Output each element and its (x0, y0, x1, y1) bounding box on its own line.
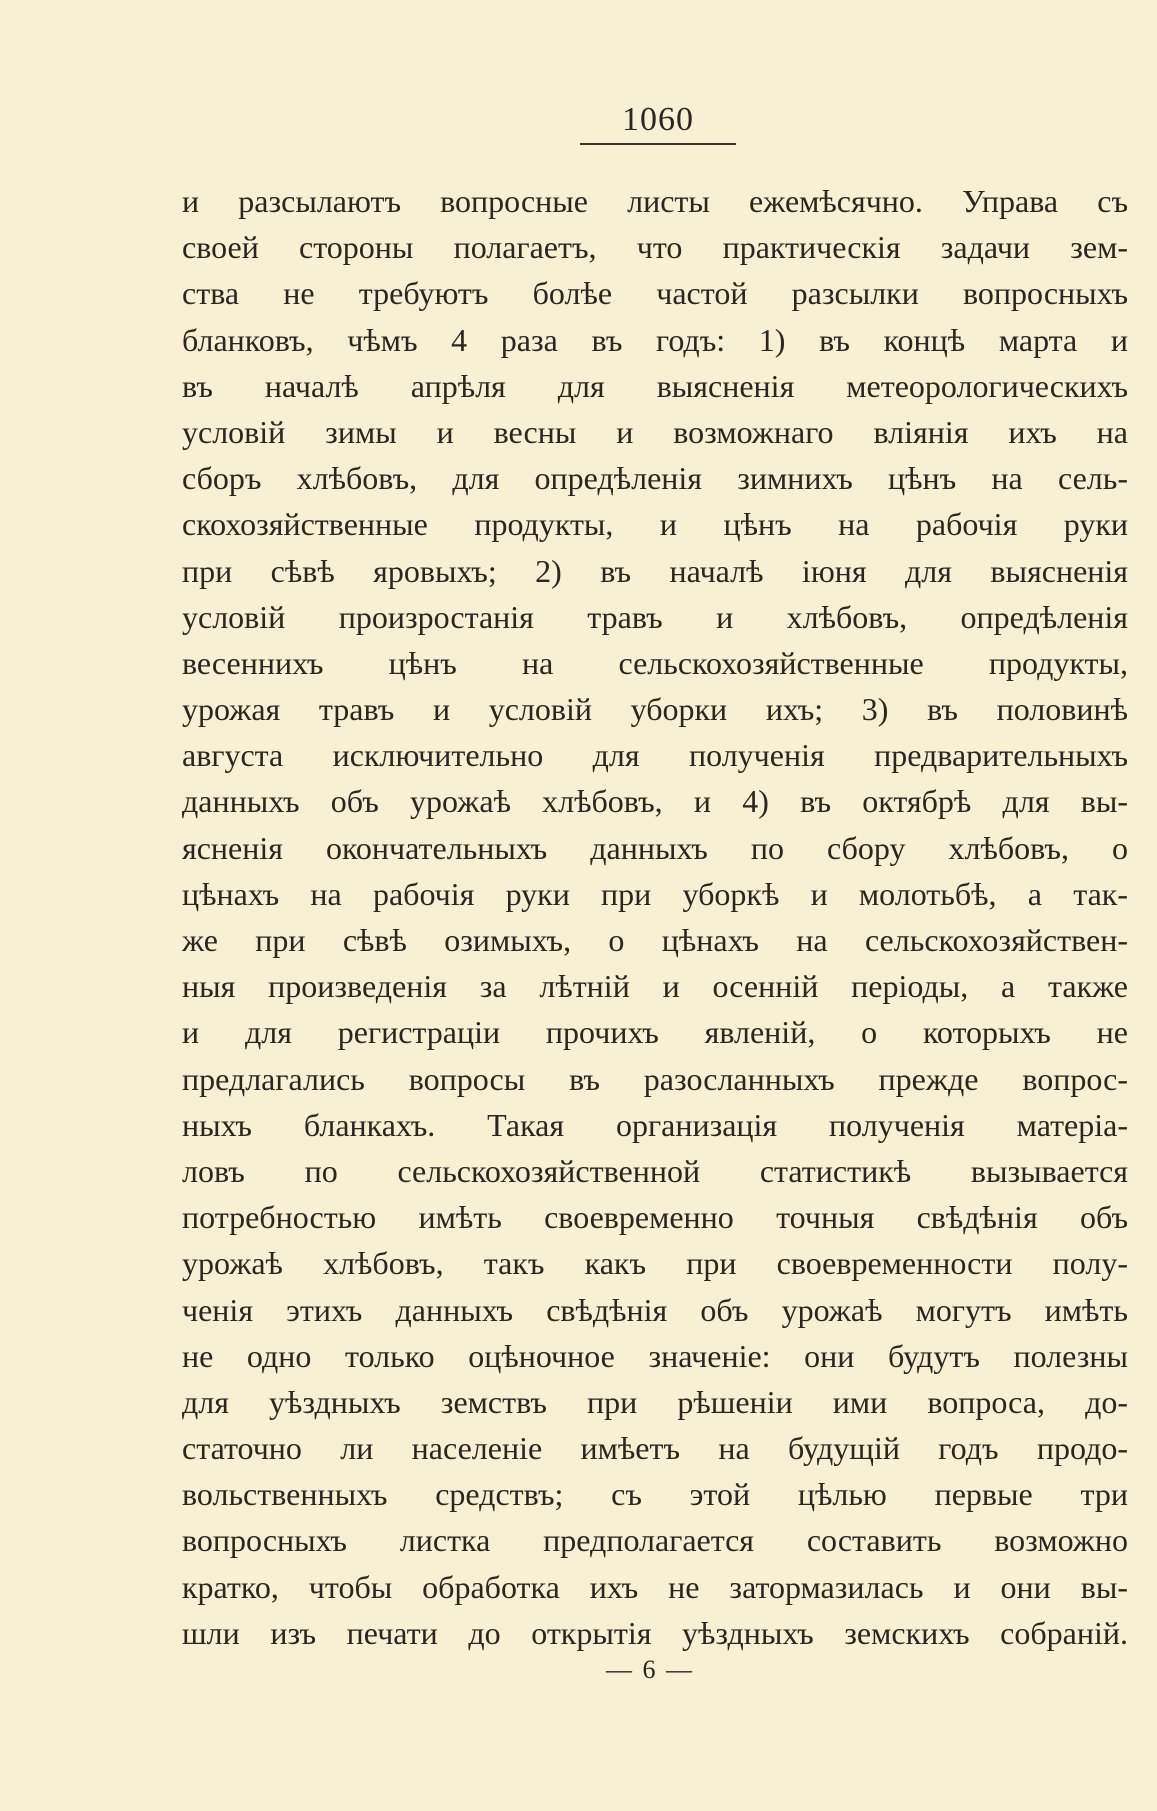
text-line: статочно ли населеніе имѣетъ на будущій годъ продо- (182, 1430, 1128, 1467)
page-number: 1060 (622, 101, 694, 138)
text-line: предлагались вопросы въ разосланныхъ прежде вопрос- (182, 1060, 1128, 1097)
text-line: и разсылаютъ вопросные листы ежемѣсячно. Управа съ (182, 183, 1128, 219)
text-line: весеннихъ цѣнъ на сельскохозяйственные продукты, (182, 644, 1128, 681)
text-line: скохозяйственные продукты, и цѣнъ на рабочія руки (182, 506, 1128, 543)
text-line: цѣнахъ на рабочія руки при уборкѣ и молотьбѣ, а так- (182, 875, 1128, 912)
text-line: ясненія окончательныхъ данныхъ по сбору хлѣбовъ, о (182, 829, 1128, 866)
text-line: же при сѣвѣ озимыхъ, о цѣнахъ на сельскохозяйствен- (182, 922, 1128, 958)
text-line: вопросныхъ листка предполагается составить возможно (182, 1522, 1128, 1559)
text-line: для уѣздныхъ земствъ при рѣшеніи ими вопроса, до- (182, 1383, 1128, 1420)
text-line: вольственныхъ средствъ; съ этой цѣлью первые три (182, 1476, 1128, 1513)
text-line: шли изъ печати до открытія уѣздныхъ земскихъ собраній. (182, 1614, 1128, 1651)
text-line: ловъ по сельскохозяйственной статистикѣ вызывается (182, 1152, 1128, 1189)
text-line: потребностью имѣть своевременно точныя свѣдѣнія объ (182, 1199, 1128, 1236)
text-line: данныхъ объ урожаѣ хлѣбовъ, и 4) въ октябрѣ для вы- (182, 783, 1128, 820)
text-line: условій зимы и весны и возможнаго вліянія ихъ на (182, 413, 1128, 450)
text-line: ныя произведенія за лѣтній и осенній періоды, а также (182, 968, 1128, 1005)
text-line: своей стороны полагаетъ, что практическія задачи зем- (182, 229, 1128, 266)
text-line: ныхъ бланкахъ. Такая организація полученія матеріа- (182, 1106, 1128, 1143)
text-line: урожаѣ хлѣбовъ, такъ какъ при своевременности полу- (182, 1245, 1128, 1282)
text-line: условій произростанія травъ и хлѣбовъ, опредѣленія (182, 598, 1128, 635)
text-line: при сѣвѣ яровыхъ; 2) въ началѣ іюня для выясненія (182, 552, 1128, 589)
body-text (182, 178, 1128, 1656)
text-line: бланковъ, чѣмъ 4 раза въ годъ: 1) въ концѣ марта и (182, 321, 1128, 358)
signature-mark: — 6 — (606, 1655, 694, 1684)
text-line: и для регистраціи прочихъ явленій, о которыхъ не (182, 1014, 1128, 1051)
text-line: въ началѣ апрѣля для выясненія метеорологическихъ (182, 367, 1128, 404)
text-line: сборъ хлѣбовъ, для опредѣленія зимнихъ цѣнъ на сель- (182, 460, 1128, 497)
text-line: не одно только оцѣночное значеніе: они будутъ полезны (182, 1337, 1128, 1374)
text-line: ства не требуютъ болѣе частой разсылки вопросныхъ (182, 275, 1128, 312)
header-rule (580, 143, 736, 145)
text-line: августа исключительно для полученія предварительныхъ (182, 737, 1128, 774)
text-line: кратко, чтобы обработка ихъ не затормазилась и они вы- (182, 1568, 1128, 1605)
text-line: ченія этихъ данныхъ свѣдѣнія объ урожаѣ могутъ имѣть (182, 1291, 1128, 1328)
text-line: урожая травъ и условій уборки ихъ; 3) въ половинѣ (182, 691, 1128, 728)
